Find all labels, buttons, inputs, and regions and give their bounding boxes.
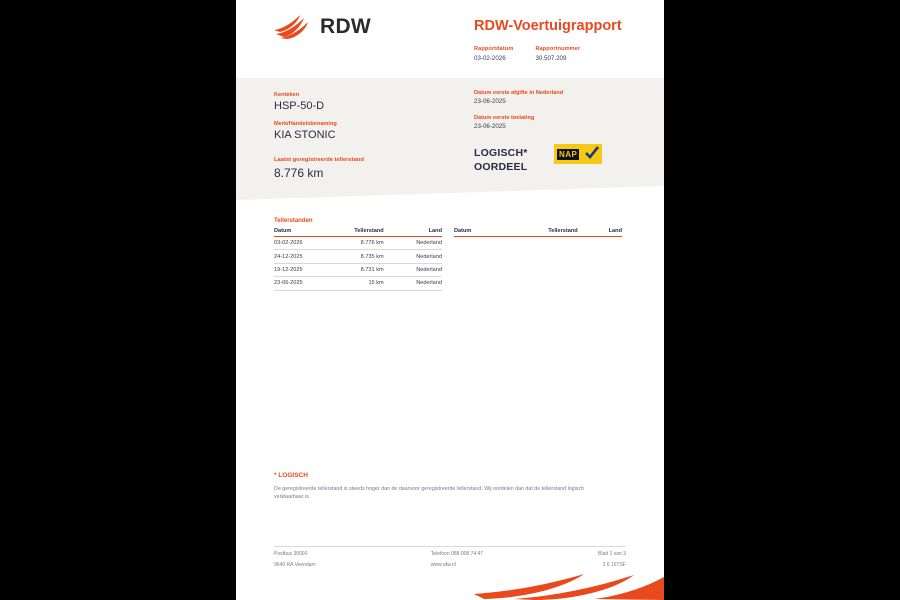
footer-address-line-1: Postbus 30000 — [274, 551, 308, 557]
rdw-logo — [274, 14, 371, 40]
first-approval-label: Datum eerste toelating — [474, 115, 535, 121]
nap-badge-label: NAP — [559, 149, 578, 159]
make-label: Merk/Handelsbenaming — [274, 121, 337, 127]
rdw-flame-icon — [274, 14, 314, 40]
footer-address — [274, 551, 316, 568]
odometer-table-second-column — [454, 228, 622, 237]
verdict-line-2: OORDEEL — [474, 161, 528, 173]
plate-label: Kenteken — [274, 92, 300, 98]
cell-tellerstand: 8.731 km — [323, 263, 398, 276]
cell-land: Nederland — [398, 263, 442, 276]
report-number-field — [535, 46, 580, 62]
odometer-table — [274, 228, 442, 291]
report-date-label: Rapportdatum — [474, 46, 514, 52]
report-date-field — [474, 46, 513, 62]
odometer-value: 8.776 km — [274, 166, 324, 180]
report-number-label: Rapportnummer — [535, 46, 581, 52]
first-approval-value: 23-06-2025 — [474, 123, 506, 130]
page-title: RDW-Voertuigrapport — [474, 18, 622, 34]
make-value: KIA STONIC — [274, 129, 336, 141]
footer-phone: Telefoon 088 008 74 47 — [430, 551, 484, 557]
verdict-text — [474, 146, 528, 174]
col-land: Land — [592, 228, 622, 237]
cell-datum: 03-02-2026 — [274, 237, 323, 250]
verdict-line-1: LOGISCH* — [474, 147, 528, 159]
footnote-title: * LOGISCH — [274, 472, 308, 479]
footnote-body: De geregistreerde tellerstand is steeds hoger dan de daarvoor geregistreerde tellerstand. Wij oordelen dan dat de tellerstand logisch verklaarbaar is. — [274, 486, 585, 500]
cell-land: Nederland — [398, 250, 442, 263]
footer-form-code: 2.6 16TSF — [602, 562, 626, 568]
check-icon — [585, 146, 599, 160]
document-page — [236, 0, 664, 600]
document-footer — [274, 546, 626, 568]
report-date-value: 03-02-2026 — [474, 55, 506, 62]
footer-website[interactable]: www.rdw.nl — [430, 562, 456, 568]
col-datum: Datum — [274, 228, 323, 237]
table-header-row — [274, 228, 442, 237]
cell-land: Nederland — [398, 277, 442, 290]
odometer-label: Laatst geregistreerde tellerstand — [274, 157, 364, 163]
cell-datum: 19-12-2025 — [274, 263, 323, 276]
footer-flame-graphic — [474, 572, 664, 600]
report-meta — [474, 46, 580, 62]
col-tellerstand: Tellerstand — [493, 228, 591, 237]
col-tellerstand: Tellerstand — [323, 228, 398, 237]
cell-tellerstand: 8.735 km — [323, 250, 398, 263]
table-row — [274, 263, 442, 276]
cell-land: Nederland — [398, 237, 442, 250]
first-admission-label: Datum eerste afgifte in Nederland — [474, 90, 564, 96]
col-datum: Datum — [454, 228, 493, 237]
cell-datum: 23-06-2025 — [274, 277, 323, 290]
vehicle-identity-block — [274, 92, 464, 180]
footer-page-number: Blad 1 van 3 — [598, 551, 626, 557]
document-header — [236, 0, 664, 78]
vehicle-dates-block — [474, 90, 654, 140]
footer-pagination — [598, 551, 626, 568]
col-land: Land — [398, 228, 442, 237]
table-row — [274, 250, 442, 263]
table-row — [274, 277, 442, 290]
table-header-row — [454, 228, 622, 237]
cell-datum: 24-12-2025 — [274, 250, 323, 263]
table-row — [274, 237, 442, 250]
first-admission-value: 23-06-2025 — [474, 98, 506, 105]
report-number-value: 30.507.209 — [535, 55, 567, 62]
footer-address-line-2: 9640 RA Veendam — [274, 562, 316, 568]
cell-tellerstand: 8.776 km — [323, 237, 398, 250]
cell-tellerstand: 15 km — [323, 277, 398, 290]
nap-badge — [554, 144, 602, 164]
plate-value: HSP-50-D — [274, 100, 325, 112]
footer-contact — [431, 551, 483, 568]
rdw-wordmark: RDW — [320, 15, 372, 38]
odometer-table-title: Tellerstanden — [274, 218, 313, 224]
